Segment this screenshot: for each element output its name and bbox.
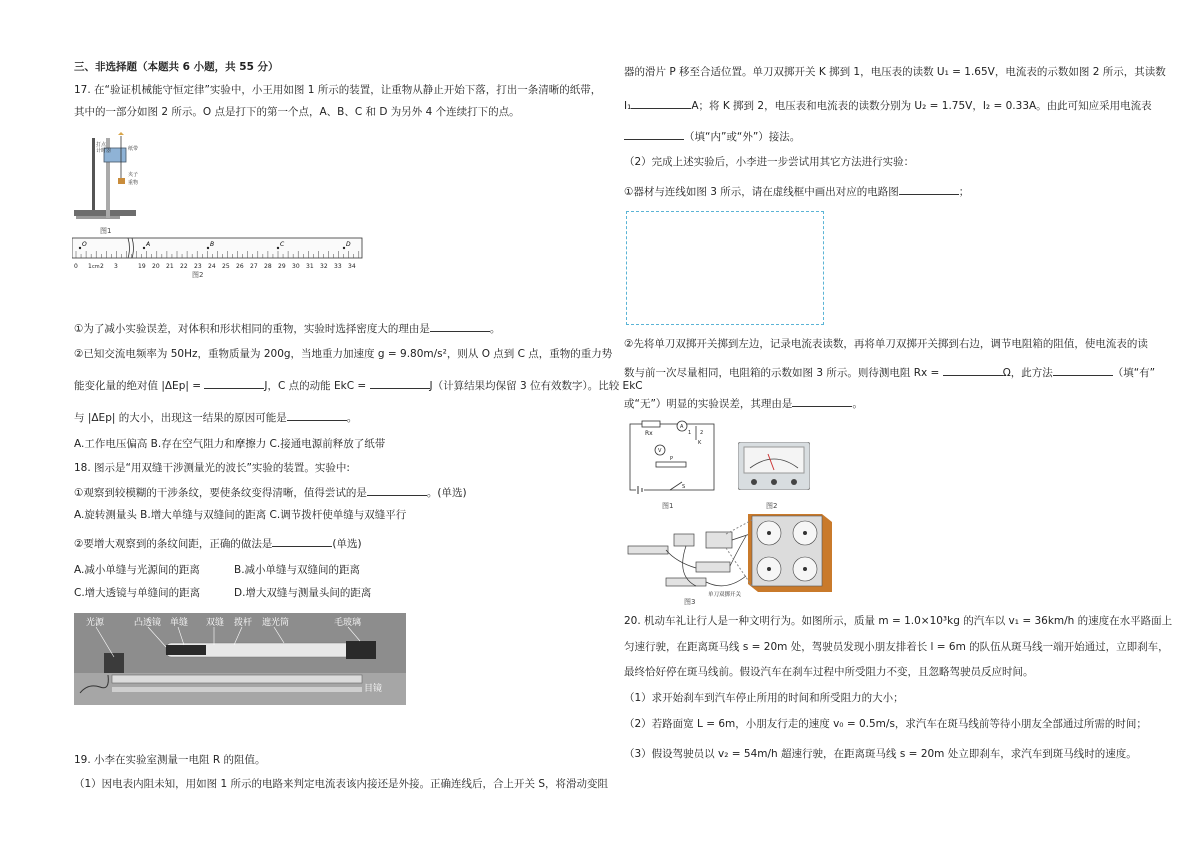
q17-part2-line3 [74, 409, 357, 425]
q19-part1-line4 [624, 128, 800, 144]
section-title: 三、非选择题（本题共 6 小题，共 55 分） [74, 61, 279, 73]
q17-part1-blank[interactable] [430, 320, 490, 332]
q18-part1-end: 。(单选) [426, 487, 467, 499]
circuit-s-label: S [682, 484, 686, 490]
q17-fig1-label-clip: 夹子 [128, 172, 139, 178]
ruler-number: 24 [208, 263, 216, 270]
q17-part2-dEp-label: 能变化量的绝对值 |ΔEp| = [74, 380, 202, 392]
ruler-number: 29 [278, 263, 286, 270]
q17-fig2-caption: 图2 [192, 271, 204, 279]
q17-part2-note: J（计算结果均保留 3 位有效数字）。比较 EkC [429, 380, 643, 392]
q17-apparatus-figure [74, 132, 164, 232]
circuit-pos1-label: 1 [688, 430, 692, 436]
ruler-number: 28 [264, 263, 272, 270]
q19-rx-blank[interactable] [943, 364, 1003, 376]
q18-part1-text: ①观察到较模糊的干涉条纹，要使条纹变得清晰，值得尝试的是 [74, 487, 367, 499]
q19-reason-label: 或“无”）明显的实验误差，其理由是 [624, 398, 793, 410]
tape-point [79, 247, 81, 249]
tape-point-label: A [146, 241, 151, 248]
q18-part2-text: ②要增大观察到的条纹间距，正确的做法是 [74, 538, 273, 550]
q20-part3: （3）假设驾驶员以 v₂ = 54m/h 超速行驶，在距离斑马线 s = 20m 处立即刹车，求汽车到斑马线时的速度。 [624, 748, 1137, 760]
ruler-number: 27 [250, 263, 258, 270]
q19-part1-line1: （1）因电表内阻未知，用如图 1 所示的电路来判定电流表该内接还是外接。正确连线后，合上开关 S，将滑动变阻 [74, 778, 609, 790]
q17-part2-end: 。 [346, 412, 358, 424]
q19-reason-blank[interactable] [792, 395, 852, 407]
q19-error-hint: （填“有” [1112, 367, 1156, 379]
ruler-number: 23 [194, 263, 202, 270]
q18-part1-options: A.旋转测量头 B.增大单缝与双缝间的距离 C.调节拨杆使单缝与双缝平行 [74, 509, 407, 521]
q17-part1-end: 。 [489, 323, 501, 335]
q19-part1-line3 [624, 97, 1152, 113]
q17-options: A.工作电压偏高 B.存在空气阻力和摩擦力 C.接通电源前释放了纸带 [74, 438, 386, 450]
ruler-unit: cm [92, 264, 100, 270]
q17-stem-line1: 17. 在“验证机械能守恒定律”实验中，小王用如图 1 所示的装置，让重物从静止开始下落，打出一条清晰的纸带， [74, 84, 602, 96]
ruler-number: 34 [348, 263, 356, 270]
q17-ekc-blank[interactable] [370, 377, 430, 389]
q17-part2-ekc-label: J，C 点的动能 EkC = [264, 380, 367, 392]
q19-part2-item2-line1: ②先将单刀双掷开关掷到左边，记录电流表读数，再将单刀双掷开关掷到右边，调节电阻箱的阻值，使电流表的读 [624, 338, 1148, 350]
q20-line1: 20. 机动车礼让行人是一种文明行为。如图所示，质量 m = 1.0×10³kg 的汽车以 v₁ = 36km/h 的速度在水平路面上 [624, 615, 1173, 627]
q18-optD: D.增大双缝与测量头间的距离 [234, 587, 372, 599]
circuit-voltmeter-label: V [658, 448, 662, 454]
q17-part2-line1: ②已知交流电频率为 50Hz，重物质量为 200g，当地重力加速度 g = 9.80m/s²，则从 O 点到 C 点，重物的重力势 [74, 348, 613, 360]
tape-point [143, 247, 145, 249]
q20-part2: （2）若路面宽 L = 6m，小朋友行走的速度 v₀ = 0.5m/s，求汽车在斑马线前等待小朋友全部通过所需的时间； [624, 718, 1147, 730]
photo-label-lever: 拨杆 [234, 618, 253, 628]
q18-part2 [74, 535, 362, 551]
q19-rx-label: 数与前一次尽量相同，电阻箱的示数如图 3 所示。则待测电阻 Rx = [624, 367, 940, 379]
q19-part1-readings: A；将 K 掷到 2，电压表和电流表的读数分别为 U₂ = 1.75V，I₂ = 0.33A。由此可知应采用电流表 [691, 100, 1152, 112]
circuit-ammeter-label: A [680, 424, 684, 430]
photo-label-double-slit: 双缝 [206, 618, 225, 628]
ruler-number: 30 [292, 263, 300, 270]
q19-fig1-caption: 图1 [662, 502, 674, 510]
q18-part1 [74, 484, 467, 500]
q17-ruler-figure [72, 236, 364, 272]
ruler-number: 21 [166, 263, 174, 270]
q19-ammeter-figure2 [738, 442, 810, 490]
q19-circuit-figure1 [626, 420, 718, 498]
q19-part2-intro: （2）完成上述实验后，小李进一步尝试用其它方法进行实验： [624, 156, 915, 168]
ruler-number: 32 [320, 263, 328, 270]
ruler-number: 0 [74, 263, 78, 270]
q19-reason-end: 。 [852, 398, 863, 410]
q19-apparatus-figure3 [626, 512, 860, 598]
ruler-number: 22 [180, 263, 188, 270]
q19-fig3-caption: 图3 [684, 598, 696, 606]
q17-dEp-blank[interactable] [204, 377, 264, 389]
q17-part2-line2 [74, 377, 643, 393]
ruler-number: 2 [100, 263, 104, 270]
photo-label-slit: 单缝 [170, 618, 189, 628]
q17-part1 [74, 320, 500, 336]
circuit-answer-box[interactable] [626, 211, 824, 325]
photo-label-tube: 遮光筒 [262, 618, 290, 628]
photo-label-eyepiece: 目镜 [364, 684, 383, 694]
tape-point [207, 247, 209, 249]
photo-label-screen: 毛玻璃 [334, 618, 362, 628]
q18-stem: 18. 图示是“用双缝干涉测量光的波长”实验的装置。实验中: [74, 462, 350, 474]
q20-line3: 最终恰好停在斑马线前。假设汽车在刹车过程中所受阻力不变，且忽略驾驶员反应时间。 [624, 666, 1034, 678]
photo-label-lens: 凸透镜 [134, 618, 162, 628]
q18-part2-end: (单选) [332, 538, 362, 550]
tape-point-label: O [82, 241, 87, 248]
q18-optC: C.增大透镜与单缝间的距离 [74, 587, 201, 599]
q17-reason-blank[interactable] [287, 409, 347, 421]
q17-fig1-label-timer1: 打点 [96, 142, 107, 148]
circuit-k-label: K [698, 440, 702, 446]
q17-part1-text: ①为了减小实验误差，对体积和形状相同的重物，实验时选择密度大的理由是 [74, 323, 430, 335]
q17-fig1-label-timer2: 计时器 [96, 148, 112, 154]
q19-part1-line2: 器的滑片 P 移至合适位置。单刀双掷开关 K 掷到 1，电压表的读数 U₁ = 1.65V，电流表的示数如图 2 所示，其读数 [624, 66, 1166, 78]
ruler-number: 20 [152, 263, 160, 270]
q19-part2-item1-text: ①器材与连线如图 3 所示，请在虚线框中画出对应的电路图 [624, 186, 899, 198]
q17-fig1-caption: 图1 [100, 227, 112, 235]
ruler-number: 25 [222, 263, 230, 270]
tape-point [343, 247, 345, 249]
photo-label-light: 光源 [86, 618, 105, 628]
q18-apparatus-photo [74, 613, 406, 705]
q18-part1-blank[interactable] [367, 484, 427, 496]
ruler-number: 31 [306, 263, 314, 270]
q19-error-blank[interactable] [1053, 364, 1113, 376]
tape-point [277, 247, 279, 249]
fig3-switch-label: 单刀双掷开关 [708, 592, 742, 598]
q19-I1-blank[interactable] [631, 97, 691, 109]
q18-part2-blank[interactable] [272, 535, 332, 547]
q19-I1-label: I₁ [624, 100, 632, 112]
q20-line2: 匀速行驶，在距离斑马线 s = 20m 处，驾驶员发现小朋友排着长 l = 6m 的队伍从斑马线一端开始通过，立即刹车， [624, 641, 1169, 653]
q19-method-label: Ω，此方法 [1002, 367, 1053, 379]
tape-point-label: C [280, 241, 285, 248]
q19-part2-item2-line2 [624, 364, 1155, 380]
circuit-rx-label: Rx [645, 430, 653, 437]
ruler-number: 1 [88, 263, 92, 270]
q19-part1-hint: （填“内”或“外”）接法。 [684, 131, 801, 143]
ruler-number: 19 [138, 263, 146, 270]
circuit-pos2-label: 2 [700, 430, 704, 436]
tape-point-label: D [346, 241, 351, 248]
ruler-number: 26 [236, 263, 244, 270]
q17-fig1-label-tape: 纸带 [128, 146, 139, 152]
q19-part2-item1-end: ； [958, 186, 970, 198]
q19-connection-blank[interactable] [624, 128, 684, 140]
tape-point-label: B [210, 241, 215, 248]
q18-optB: B.减小单缝与双缝间的距离 [234, 564, 361, 576]
q19-stem: 19. 小李在实验室测量一电阻 R 的阻值。 [74, 754, 266, 766]
q19-part2-item1 [624, 183, 969, 199]
q18-optA: A.减小单缝与光源间的距离 [74, 564, 200, 576]
ruler-number: 33 [334, 263, 342, 270]
q17-stem-line2: 其中的一部分如图 2 所示。O 点是打下的第一个点，A、B、C 和 D 为另外 4 个连续打下的点。 [74, 106, 520, 118]
circuit-p-label: P [670, 456, 674, 462]
q19-part2-item2-line3 [624, 395, 863, 411]
q19-circuit-blank[interactable] [899, 183, 959, 195]
ruler-number: 3 [114, 263, 118, 270]
q20-part1: （1）求开始刹车到汽车停止所用的时间和所受阻力的大小； [624, 692, 904, 704]
q17-fig1-label-weight: 重物 [128, 180, 139, 186]
q19-fig2-caption: 图2 [766, 502, 778, 510]
q17-part2-compare: 与 |ΔEp| 的大小，出现这一结果的原因可能是 [74, 412, 287, 424]
